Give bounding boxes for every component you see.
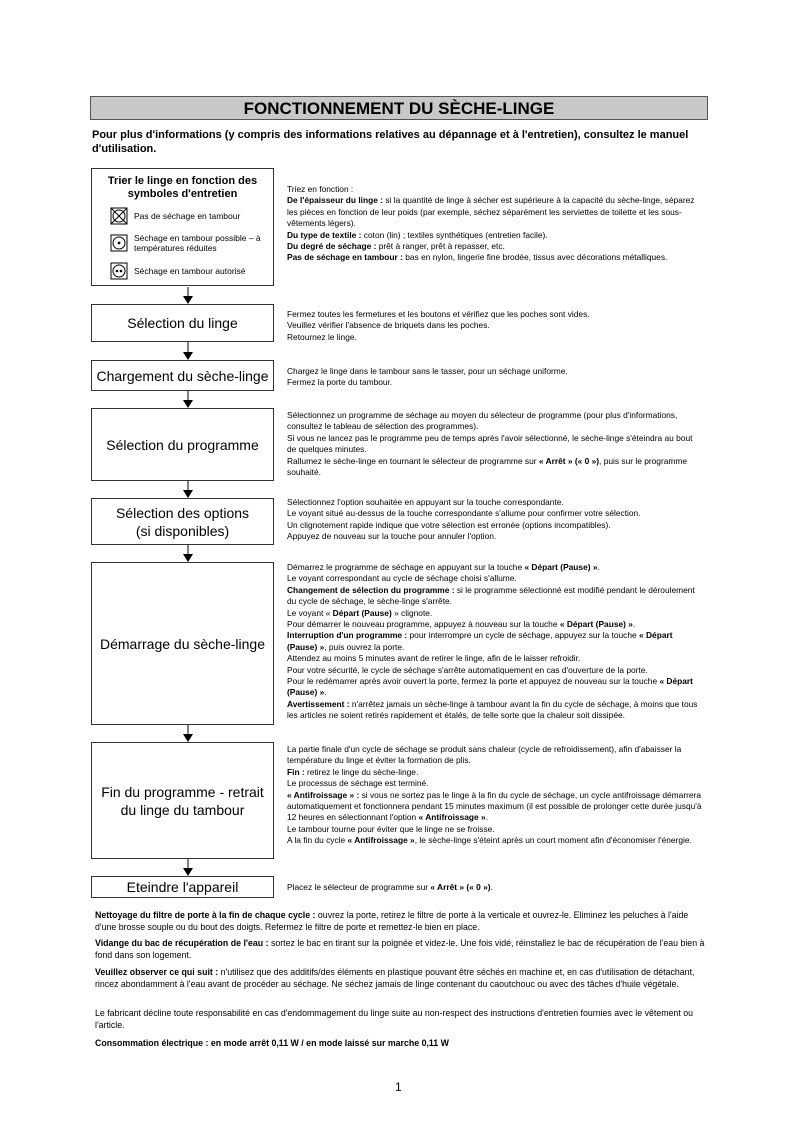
desc-line: Pour votre sécurité, le cycle de séchage s'arrête automatiquement en cas d'ouverture de la porte. [287,664,648,675]
page-title: FONCTIONNEMENT DU SÈCHE-LINGE [90,96,708,120]
step-box-selection-programme [91,408,274,481]
no-tumble-dry-icon [110,207,128,225]
step-label: Sélection des options [115,504,250,521]
desc-line: Un clignotement rapide indique que votre sélection est erronée (options incompatibles). [287,519,611,530]
desc-line: Pour le redémarrer après avoir ouvert la porte, fermez la porte et appuyez de nouveau sur la touche « Départ (Pause) ». [287,676,693,698]
step-label: Démarrage du sèche-linge [100,635,265,652]
step-label: Chargement du sèche-linge [96,367,269,384]
desc-line: Triez en fonction : [287,184,354,194]
step-description [287,366,702,389]
step-box-demarrage [91,562,274,725]
down-arrow-icon [182,545,194,562]
desc-line: Démarrez le programme de séchage en appuyant sur la touche « Départ (Pause) ». [287,562,600,572]
step-box-fin-programme [91,742,274,859]
step-description [287,744,702,847]
desc-line: De l'épaisseur du linge : si la quantité de linge à sécher est supérieure à la capacité du sèche-linge, séparez les pièces en fonction de leur poids (par exemple, séchez séparément les serviettes de toilette et les sous-vêtements légers). [287,195,695,229]
desc-line: Changement de sélection du programme : si le programme sélectionné est modifié pendant le déroulement du cycle de séchage, le sèche-linge s'arrête. [287,584,695,607]
desc-line: Si vous ne lancez pas le programme peu de temps après l'avoir sélectionné, le sèche-linge s'éteindra au bout de quelques minutes. [287,432,693,455]
footer-power-consumption: Consommation électrique : en mode arrêt 0,11 W / en mode laissé sur marche 0,11 W [95,1038,449,1048]
step-description [287,309,702,343]
step-label: Sélection du programme [106,436,259,453]
step-box-selection-options [91,498,274,545]
desc-line: Du type de textile : coton (lin) ; textiles synthétiques (entretien facile). [287,229,548,240]
desc-line: Attendez au moins 5 minutes avant de retirer le linge, afin de le laisser refroidir. [287,653,581,664]
desc-line: Appuyez de nouveau sur la touche pour annuler l'option. [287,531,497,542]
desc-line: Le tambour tourne pour éviter que le linge ne se froisse. [287,823,495,834]
symbol-row [110,233,264,253]
step-description [287,562,702,722]
sort-title: Trier le linge en fonction des symboles d'entretien [107,175,258,200]
step-label: du linge du tambour [120,801,245,818]
desc-line: Sélectionnez un programme de séchage au moyen du sélecteur de programme (pour plus d'informations, consultez le tableau de sélection des programmes). [287,410,678,432]
down-arrow-icon [182,287,194,304]
step-description [287,497,702,543]
down-arrow-icon [182,391,194,408]
down-arrow-icon [182,481,194,498]
desc-line: Sélectionnez l'option souhaitée en appuyant sur la touche correspondante. [287,497,564,507]
symbol-label: Séchage en tambour autorisé [134,266,246,276]
desc-line: Retournez le linge. [287,331,357,342]
desc-line: Rallumez le sèche-linge en tournant le sélecteur de programme sur « Arrêt » (« 0 »), puis sur le programme souhaité. [287,455,688,478]
desc-line: La partie finale d'un cycle de séchage se produit sans chaleur (cycle de refroidissement), afin d'abaisser la température du linge et éviter la formation de plis. [287,744,682,766]
desc-line: Pas de séchage en tambour : bas en nylon, lingerie fine brodée, tissus avec décorations métalliques. [287,252,668,263]
footer-water-tank: Vidange du bac de récupération de l'eau : sortez le bac en tirant sur la poignée et videz-le. Une fois vidé, réinstallez le bac de récupération de l'eau bien à fond dans son logement. [95,938,705,961]
desc-line: Chargez le linge dans le tambour sans le tasser, pour un séchage uniforme. [287,366,568,376]
footer-liability: Le fabricant décline toute responsabilité en cas d'endommagement du linge suite au non-respect des instructions d'entretien fournies avec le vêtement ou l'article. [95,1008,693,1031]
desc-line: Le voyant situé au-dessus de la touche correspondante s'allume pour confirmer votre sélection. [287,508,641,519]
desc-line: Fermez toutes les fermetures et les boutons et vérifiez que les poches sont vides. [287,309,590,319]
footer-filter-cleaning: Nettoyage du filtre de porte à la fin de chaque cycle : ouvrez la porte, retirez le filtre de porte à la verticale et ouvrez-le. Eliminez les peluches à l'aide d'une brosse souple ou du bout des doigts. Refermez le filtre de porte et remettez-le bien en place. [95,910,689,933]
desc-line: Veuillez vérifier l'absence de briquets dans les poches. [287,320,490,331]
tumble-dry-low-icon [110,234,128,252]
symbol-row [110,262,246,280]
step-box-eteindre [91,876,274,898]
step-label: Fin du programme - retrait [101,783,264,800]
step-box-chargement [91,360,274,391]
step-label: Eteindre l'appareil [126,879,239,895]
desc-line: Placez le sélecteur de programme sur « Arrêt » (« 0 »). [287,882,493,892]
sort-description [287,184,702,264]
footer-observe: Veuillez observer ce qui suit : n'utilisez que des additifs/des éléments en plastique pouvant être séchés en machine et, en cas d'utilisation de détachant, rincez abondamment à l'eau avant de procéder au séchage. Ne séchez jamais de linge contenant du caoutchouc ou avec des tâches d'huile végétale. [95,967,695,990]
desc-line: Avertissement : n'arrêtez jamais un sèche-linge à tambour avant la fin du cycle de séchage, à moins que tous les articles ne soient retirés rapidement et étalés, de telle sorte que la chaleur soit dissipée. [287,698,698,721]
intro-text: Pour plus d'informations (y compris des informations relatives au dépannage et à l'entretien), consultez le manuel d'utilisation. [92,129,689,155]
step-label: (si disponibles) [135,522,230,539]
down-arrow-icon [182,859,194,876]
down-arrow-icon [182,725,194,742]
desc-line: Fin : retirez le linge du sèche-linge. [287,766,419,777]
desc-line: A la fin du cycle « Antifroissage », le sèche-linge s'éteint après un court moment afin d'économiser l'énergie. [287,835,692,846]
sort-laundry-box [91,168,274,286]
step-label: Sélection du linge [127,315,238,331]
desc-line: Interruption d'un programme : pour interrompre un cycle de séchage, appuyez sur la touche « Départ (Pause) », puis ouvrez la porte. [287,630,673,652]
desc-line: Du degré de séchage : prêt à ranger, prêt à repasser, etc. [287,241,505,252]
symbol-label: Séchage en tambour possible – à températures réduites [134,233,261,253]
step-description [287,882,702,893]
tumble-dry-normal-icon [110,262,128,280]
step-description [287,410,702,478]
down-arrow-icon [182,342,194,360]
page-number: 1 [395,1080,402,1094]
desc-line: Le processus de séchage est terminé. [287,778,429,789]
symbol-row [110,207,240,225]
desc-line: Pour démarrer le nouveau programme, appuyez à nouveau sur la touche « Départ (Pause) ». [287,619,636,630]
desc-line: Le voyant « Départ (Pause) » clignote. [287,607,433,618]
step-box-selection-linge [91,304,274,342]
desc-line: Le voyant correspondant au cycle de séchage choisi s'allume. [287,573,517,584]
desc-line: Fermez la porte du tambour. [287,377,393,388]
symbol-label: Pas de séchage en tambour [134,211,241,221]
desc-line: « Antifroissage » : si vous ne sortez pas le linge à la fin du cycle de séchage, un cycle antifroissage démarrera automatiquement et fonctionnera pendant 15 minutes maximum (il est possible de prolonger cette durée jusqu'à 12 heures en sélectionnant l'option « Antifroissage ». [287,789,702,823]
